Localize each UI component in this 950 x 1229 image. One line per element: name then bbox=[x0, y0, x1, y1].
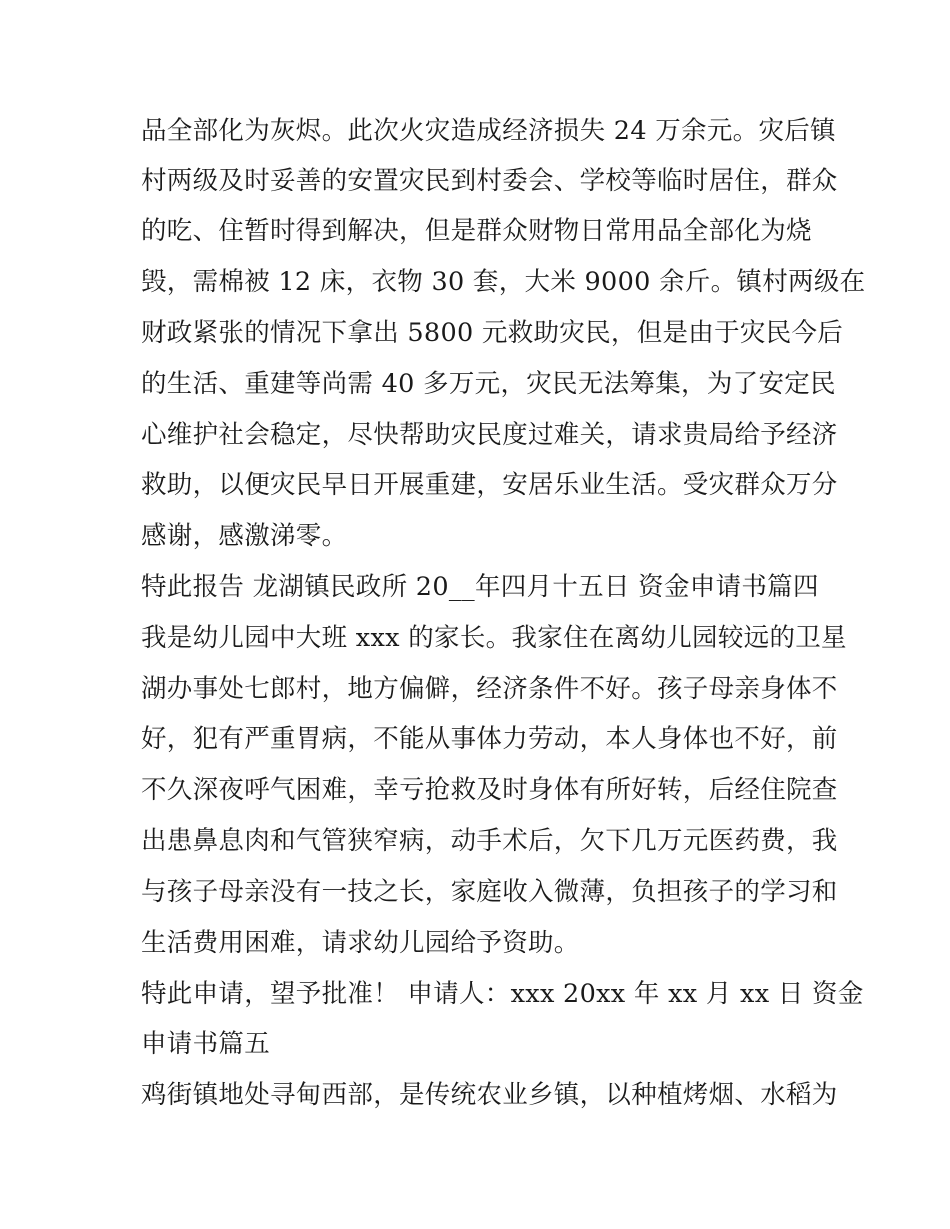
section-heading-line: 申请书篇五 bbox=[141, 1029, 271, 1059]
text-line: 出患鼻息肉和气管狭窄病，动手术后，欠下几万元医药费，我 bbox=[141, 826, 838, 856]
text-line: 毁，需棉被 12 床，衣物 30 套，大米 9000 余斤。镇村两级在 bbox=[141, 267, 866, 297]
text-line: 不久深夜呼气困难，幸亏抢救及时身体有所好转，后经住院查 bbox=[141, 775, 838, 805]
text-line: 与孩子母亲没有一技之长，家庭收入微薄，负担孩子的学习和 bbox=[141, 877, 838, 907]
text-line: 鸡街镇地处寻甸西部，是传统农业乡镇，以种植烤烟、水稻为 bbox=[141, 1080, 838, 1110]
section-heading-line: 特此申请，望予批准！ 申请人：xxx 20xx 年 xx 月 xx 日 资金 bbox=[141, 979, 864, 1009]
text-line: 救助，以便灾民早日开展重建，安居乐业生活。受灾群众万分 bbox=[141, 470, 838, 500]
text-line: 生活费用困难，请求幼儿园给予资助。 bbox=[141, 928, 580, 958]
text-line: 的吃、住暂时得到解决，但是群众财物日常用品全部化为烧 bbox=[141, 216, 812, 246]
text-line: 我是幼儿园中大班 xxx 的家长。我家住在离幼儿园较远的卫星 bbox=[141, 623, 847, 653]
text-line: 心维护社会稳定，尽快帮助灾民度过难关，请求贵局给予经济 bbox=[141, 420, 838, 450]
text-line: 好，犯有严重胃病，不能从事体力劳动，本人身体也不好，前 bbox=[141, 724, 838, 754]
text-line: 的生活、重建等尚需 40 多万元，灾民无法筹集，为了安定民 bbox=[141, 369, 836, 399]
text-line: 村两级及时妥善的安置灾民到村委会、学校等临时居住，群众 bbox=[141, 166, 838, 196]
text-line: 湖办事处七郎村，地方偏僻，经济条件不好。孩子母亲身体不 bbox=[141, 674, 838, 704]
section-heading-line: 特此报告 龙湖镇民政所 20__年四月十五日 资金申请书篇四 bbox=[141, 572, 819, 602]
text-line: 感谢，感激涕零。 bbox=[141, 521, 348, 551]
text-line: 财政紧张的情况下拿出 5800 元救助灾民，但是由于灾民今后 bbox=[141, 318, 844, 348]
text-line: 品全部化为灰烬。此次火灾造成经济损失 24 万余元。灾后镇 bbox=[141, 116, 836, 146]
